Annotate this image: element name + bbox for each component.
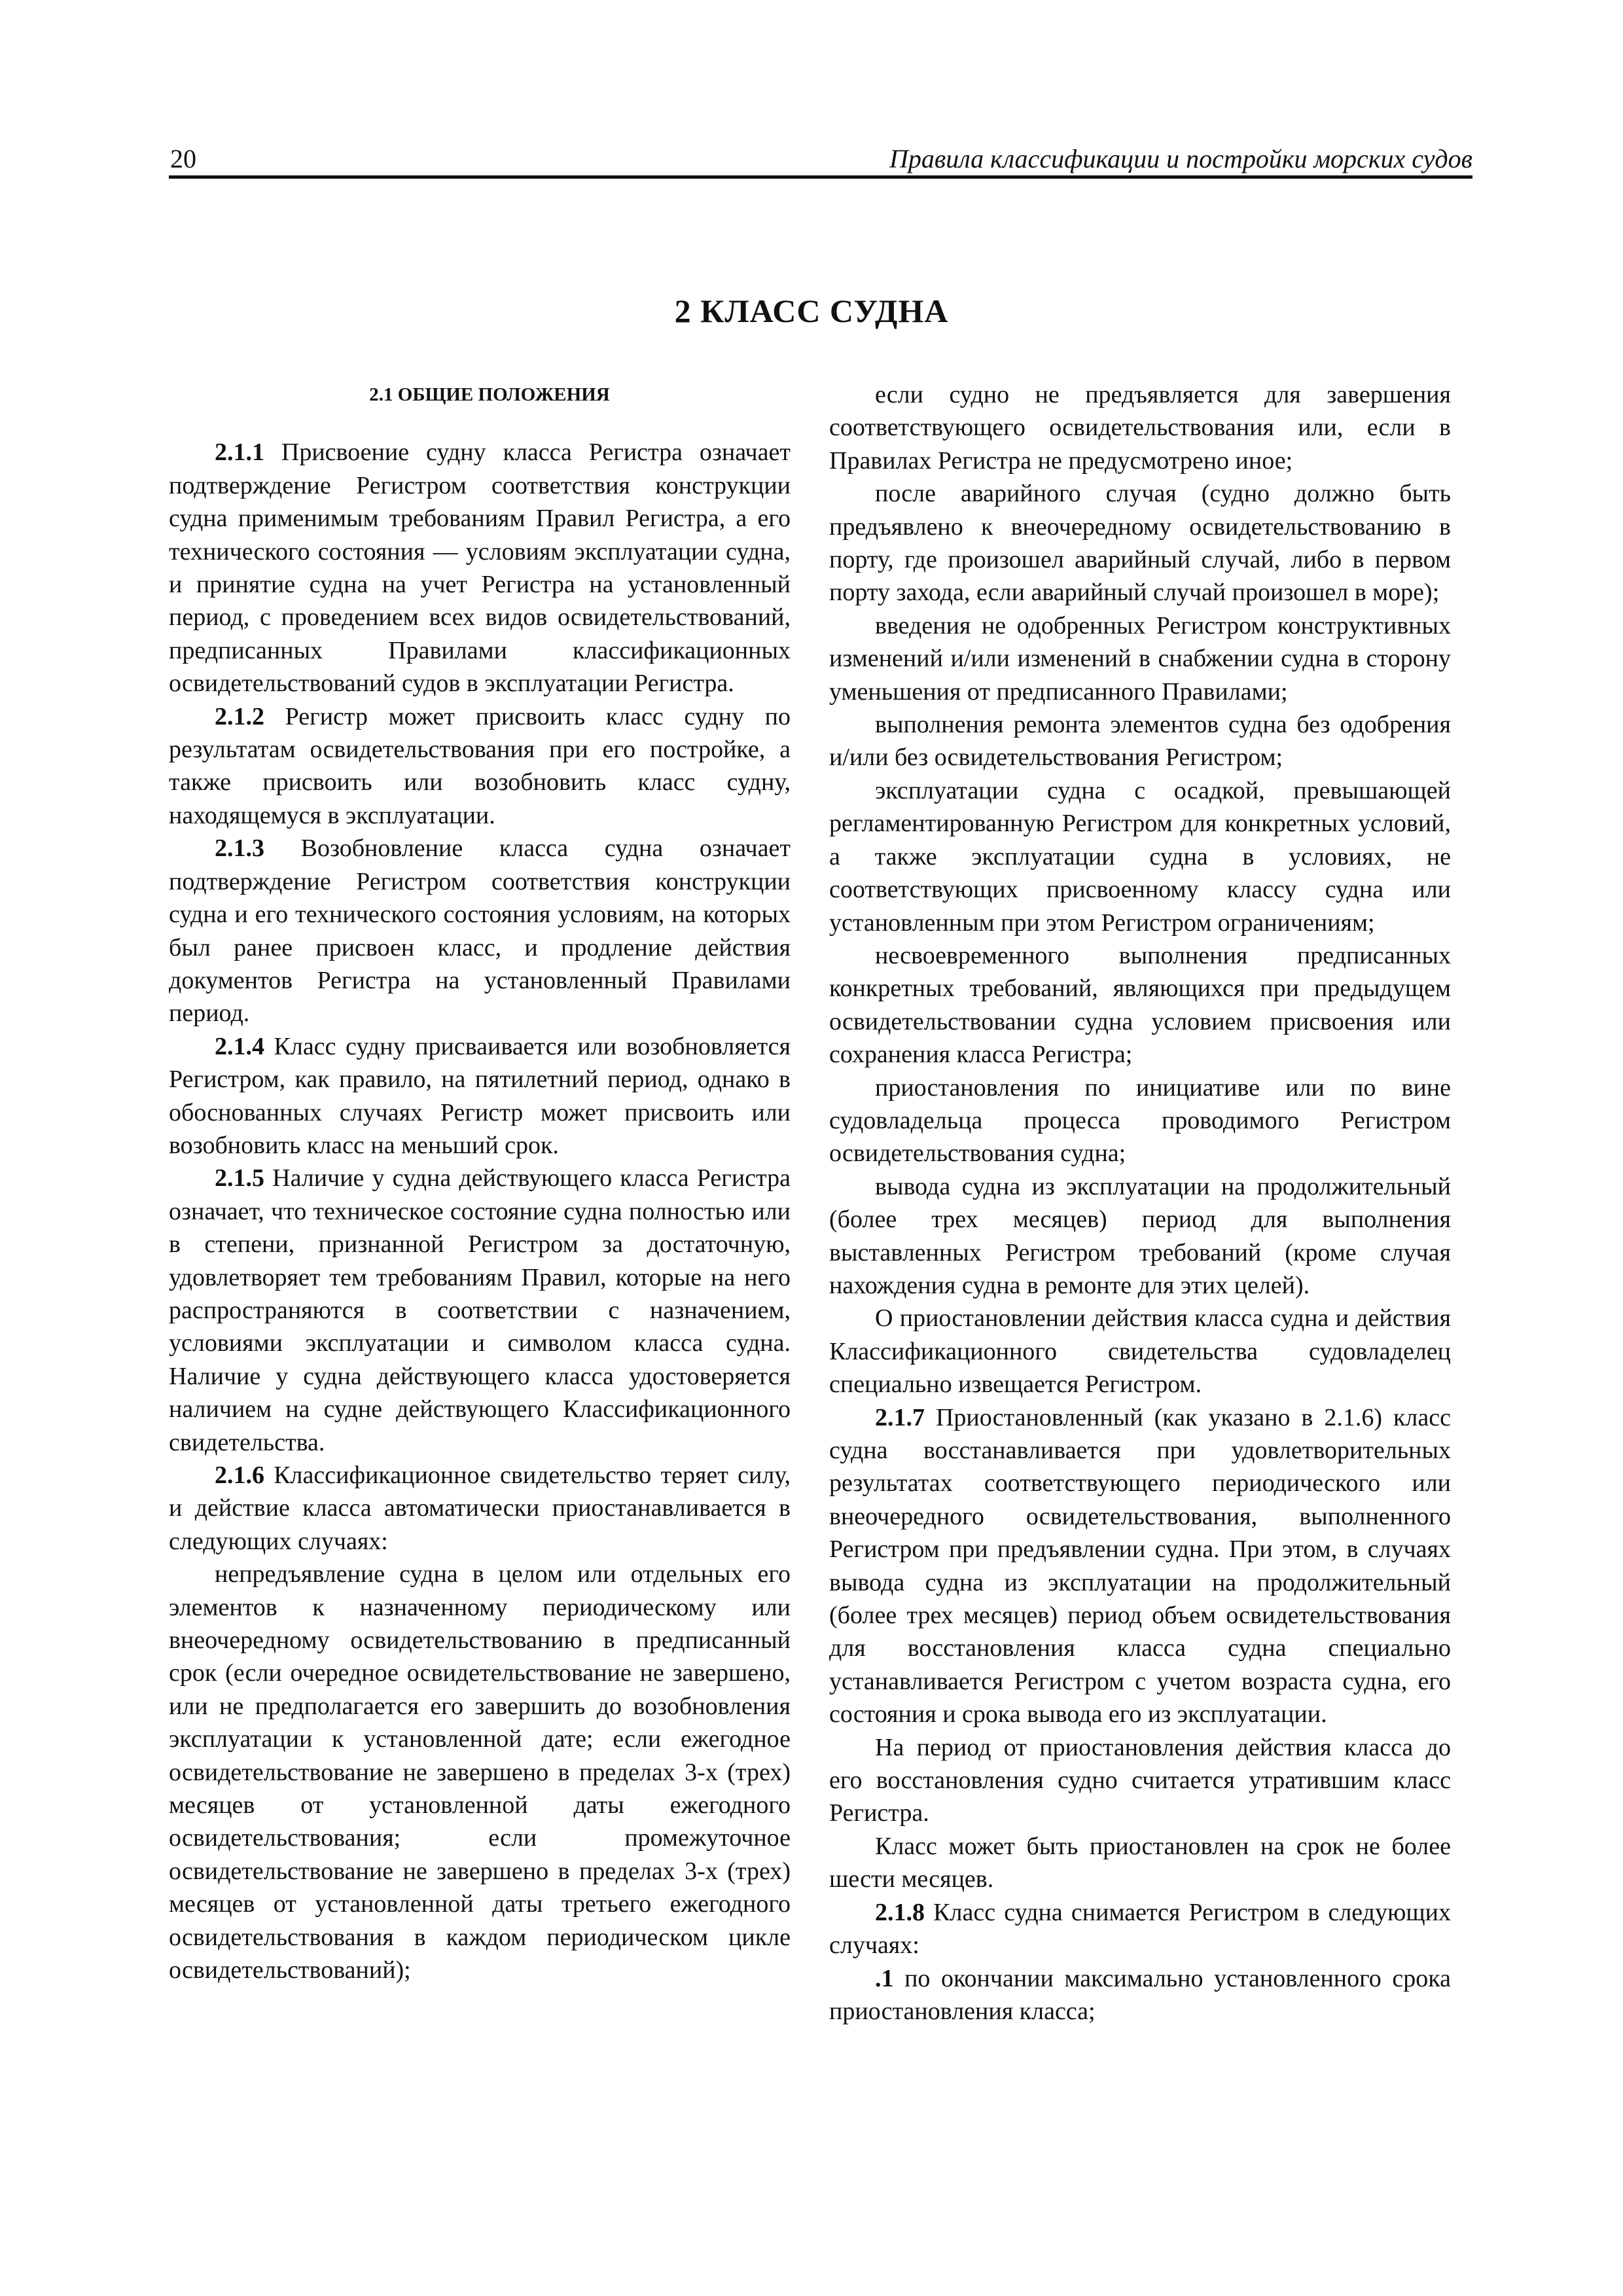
paragraph	[829, 1731, 1451, 1830]
chapter-title: 2 КЛАСС СУДНА	[674, 293, 949, 329]
paragraph-text: Регистр может присвоить класс судну по результатам освидетельствования при его постройке, а также присвоить или возобновить класс судну, находящемуся в эксплуатации.	[169, 702, 791, 829]
paragraph	[829, 609, 1451, 708]
paragraph-text: Класс судна снимается Регистром в следующих случаях:	[829, 1898, 1451, 1960]
paragraph-text: если судно не предъявляется для завершения соответствующего освидетельствования или, если в Правилах Регистра не предусмотрено иное;	[829, 381, 1451, 475]
paragraph	[169, 700, 791, 833]
clause-number: 2.1.4	[215, 1032, 264, 1060]
paragraph-text: по окончании максимально установленного срока приостановления класса;	[829, 1964, 1451, 2025]
clause-number: .1	[875, 1964, 894, 1992]
paragraph	[829, 1302, 1451, 1401]
paragraph	[829, 1962, 1451, 2028]
paragraph	[829, 939, 1451, 1071]
clause-number: 2.1.6	[215, 1462, 264, 1489]
section-heading: 2.1 ОБЩИЕ ПОЛОЖЕНИЯ	[369, 384, 610, 405]
right-paragraphs	[829, 378, 1451, 2028]
clause-number: 2.1.7	[875, 1403, 925, 1431]
paragraph-text: выполнения ремонта элементов судна без одобрения и/или без освидетельствования Регистром;	[829, 711, 1451, 772]
paragraph	[169, 1162, 791, 1459]
paragraph	[169, 1558, 791, 1986]
paragraph-text: Возобновление класса судна означает подтверждение Регистром соответствия конструкции судна и его технического состояния условиям, на которых был ранее присвоен класс, и продление действия документов Регистра на установленный Правилами период.	[169, 834, 791, 1028]
paragraph-text: вывода судна из эксплуатации на продолжительный (более трех месяцев) период для выполнения выставленных Регистром требований (кроме случая нахождения судна в ремонте для этих целей).	[829, 1172, 1451, 1299]
paragraph-text: Классификационное свидетельство теряет силу, и действие класса автоматически приостанавливается в следующих случаях:	[169, 1462, 791, 1555]
paragraph-text: непредъявление судна в целом или отдельных его элементов к назначенному периодическому или внеочередному освидетельствованию в предписанный срок (если очередное освидетельствование не завершено, или не предполагается его завершить до возобновления эксплуатации к установленной дате; если ежегодное освидетельствование не завершено в пределах 3-х (трех) месяцев от установленной даты ежегодного освидетельствования; если промежуточное освидетельствование не завершено в пределах 3-х (трех) месяцев от установленной даты третьего ежегодного освидетельствования в каждом периодическом цикле освидетельствований);	[169, 1560, 791, 1984]
paragraph	[829, 708, 1451, 774]
paragraph-text: введения не одобренных Регистром конструктивных изменений и/или изменений в снабжении судна в сторону уменьшения от предписанного Правилами;	[829, 611, 1451, 706]
paragraph	[829, 477, 1451, 609]
paragraph-text: Наличие у судна действующего класса Регистра означает, что техническое состояние судна полностью или в степени, признанной Регистром за достаточную, удовлетворяет тем требованиям Правил, которые на него распространяются в соответствии с назначением, условиями эксплуатации и символом класса судна. Наличие у судна действующего класса удостоверяется наличием на судне действующего Классификационного свидетельства.	[169, 1164, 791, 1456]
clause-number: 2.1.8	[875, 1898, 925, 1926]
paragraph	[829, 1830, 1451, 1896]
paragraph	[169, 1459, 791, 1558]
paragraph	[829, 1071, 1451, 1170]
page-header	[169, 143, 1472, 175]
paragraph-text: после аварийного случая (судно должно быть предъявлено к внеочередному освидетельствованию в порту, где произошел аварийный случай, либо в первом порту захода, если аварийный случай произошел в море);	[829, 480, 1451, 607]
paragraph-text: Присвоение судну класса Регистра означает подтверждение Регистром соответствия конструкции судна применимым требованиям Правил Регистра, а его технического состояния — условиям эксплуатации судна, и принятие судна на учет Регистра на установленный период, с проведением всех видов освидетельствований, предписанных Правилами классификационных освидетельствований судов в эксплуатации Регистра.	[169, 439, 791, 698]
left-column	[169, 378, 791, 1987]
paragraph-text: Класс может быть приостановлен на срок не более шести месяцев.	[829, 1832, 1451, 1893]
paragraph-text: несвоевременного выполнения предписанных конкретных требований, являющихся при предыдущем освидетельствовании судна условием присвоения или сохранения класса Регистра;	[829, 941, 1451, 1069]
paragraph	[829, 1401, 1451, 1731]
paragraph	[829, 774, 1451, 939]
paragraph	[829, 1170, 1451, 1302]
clause-number: 2.1.3	[215, 834, 264, 863]
paragraph	[829, 1896, 1451, 1962]
paragraph-text: О приостановлении действия класса судна и действия Классификационного свидетельства судовладелец специально извещается Регистром.	[829, 1304, 1451, 1399]
running-title: Правила классификации и постройки морских судов	[889, 144, 1472, 173]
clause-number: 2.1.2	[215, 702, 264, 730]
paragraph	[169, 832, 791, 1030]
page-number: 20	[170, 144, 196, 173]
paragraph-text: эксплуатации судна с осадкой, превышающей регламентированную Регистром для конкретных условий, а также эксплуатации судна в условиях, не соответствующих присвоенному классу судна или установленным при этом Регистром ограничениям;	[829, 776, 1451, 937]
clause-number: 2.1.1	[215, 439, 264, 467]
paragraph-text: Приостановленный (как указано в 2.1.6) класс судна восстанавливается при удовлетворительных результатах соответствующего периодического или внеочередного освидетельствования, выполненного Регистром при предъявлении судна. При этом, в случаях вывода судна из эксплуатации на продолжительный (более трех месяцев) период объем освидетельствования для восстановления класса судна специально устанавливается Регистром с учетом возраста судна, его состояния и срока вывода его из эксплуатации.	[829, 1403, 1451, 1729]
paragraph-text: приостановления по инициативе или по вине судовладельца процесса проводимого Регистром освидетельствования судна;	[829, 1073, 1451, 1168]
paragraph-text: Класс судну присваивается или возобновляется Регистром, как правило, на пятилетний период, однако в обоснованных случаях Регистр может присвоить или возобновить класс на меньший срок.	[169, 1032, 791, 1159]
paragraph	[169, 436, 791, 700]
right-column	[829, 378, 1451, 2028]
clause-number: 2.1.5	[215, 1164, 264, 1193]
paragraph-text: На период от приостановления действия класса до его восстановления судно считается утратившим класс Регистра.	[829, 1733, 1451, 1827]
left-paragraphs	[169, 436, 791, 1986]
paragraph	[169, 1030, 791, 1162]
header-rule	[169, 175, 1472, 179]
paragraph	[829, 378, 1451, 477]
